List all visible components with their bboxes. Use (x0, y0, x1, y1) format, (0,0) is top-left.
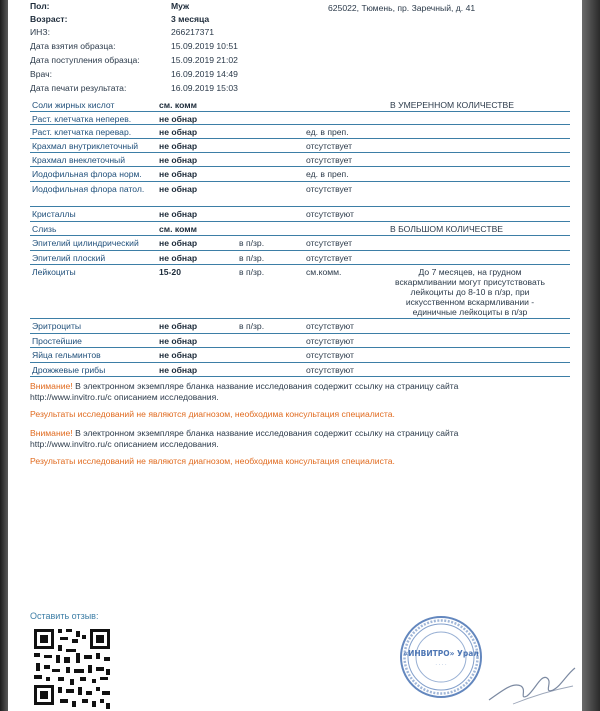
test-reference: отсутствует (306, 238, 353, 248)
page-shadow-left (0, 0, 8, 711)
test-value: не обнар (159, 365, 198, 375)
test-value: не обнар (159, 350, 198, 360)
test-name[interactable]: Кристаллы (32, 209, 76, 219)
test-value: не обнар (159, 184, 198, 194)
test-value: не обнар (159, 209, 198, 219)
page-shadow-right (582, 0, 600, 711)
age-value: 3 месяца (171, 14, 210, 24)
table-row (30, 363, 570, 377)
test-value: не обнар (159, 169, 198, 179)
age-label: Возраст: (30, 14, 68, 24)
test-reference: отсутствуют (306, 350, 354, 360)
stamp-icon (398, 614, 484, 700)
test-name[interactable]: Раст. клетчатка перевар. (32, 127, 132, 137)
table-row (30, 334, 570, 348)
test-reference: отсутствует (306, 155, 353, 165)
table-row (30, 236, 570, 251)
print-date-value: 16.09.2019 15:03 (171, 83, 238, 93)
test-value: не обнар (159, 114, 198, 124)
test-value: 15-20 (159, 267, 181, 277)
disclaimer-1: Результаты исследований не являются диагнозом, необходима консультация специалиста. (30, 409, 395, 419)
test-name[interactable]: Эритроциты (32, 321, 82, 331)
table-row (30, 98, 570, 112)
table-row (30, 125, 570, 139)
test-unit: в п/зр. (239, 238, 265, 248)
test-comment: В БОЛЬШОМ КОЛИЧЕСТВЕ (390, 224, 504, 234)
table-row (30, 182, 570, 207)
test-name[interactable]: Иодофильная флора норм. (32, 169, 142, 179)
svg-text:· · · ·: · · · · (435, 662, 447, 668)
table-row (30, 222, 570, 236)
test-reference: отсутствуют (306, 365, 354, 375)
test-value: см. комм (159, 100, 197, 110)
test-value: не обнар (159, 321, 198, 331)
test-reference: отсутствуют (306, 209, 354, 219)
test-unit: в п/зр. (239, 267, 265, 277)
table-row (30, 139, 570, 153)
test-reference: отсутствуют (306, 321, 354, 331)
table-row (30, 207, 570, 222)
disclaimer-2: Результаты исследований не являются диагнозом, необходима консультация специалиста. (30, 456, 395, 466)
table-row (30, 265, 570, 319)
test-name[interactable]: Иодофильная флора патол. (32, 184, 145, 194)
test-name[interactable]: Соли жирных кислот (32, 100, 115, 110)
test-name[interactable]: Дрожжевые грибы (32, 365, 106, 375)
test-name[interactable]: Крахмал внеклеточный (32, 155, 126, 165)
table-row (30, 348, 570, 363)
attention-label: Внимание! (30, 381, 73, 391)
sex-value: Муж (171, 1, 190, 11)
test-reference: см.комм. (306, 267, 342, 277)
test-reference: отсутствует (306, 253, 353, 263)
test-reference: ед. в преп. (306, 127, 349, 137)
sample-taken-value: 15.09.2019 10:51 (171, 41, 238, 51)
lab-report-page (8, 0, 582, 711)
signature-icon (483, 660, 578, 708)
doctor-value: 16.09.2019 14:49 (171, 69, 238, 79)
test-name[interactable]: Лейкоциты (32, 267, 76, 277)
test-reference: отсутствуют (306, 336, 354, 346)
test-value: не обнар (159, 336, 198, 346)
test-reference: ед. в преп. (306, 169, 349, 179)
test-name[interactable]: Эпителий плоский (32, 253, 106, 263)
print-date-label: Дата печати результата: (30, 83, 127, 93)
stamp-text: «ИНВИТРО» Урал (403, 649, 479, 658)
test-name[interactable]: Слизь (32, 224, 57, 234)
test-name[interactable]: Раст. клетчатка неперев. (32, 114, 132, 124)
test-reference: отсутствует (306, 184, 353, 194)
attention-text: В электронном экземпляре бланка название исследования содержит ссылку на страницу сайта (72, 428, 459, 438)
table-row (30, 153, 570, 167)
table-row (30, 112, 570, 125)
lab-address: 625022, Тюмень, пр. Заречный, д. 41 (328, 3, 476, 13)
test-value: не обнар (159, 155, 198, 165)
test-value: не обнар (159, 253, 198, 263)
test-name[interactable]: Эпителий цилиндрический (32, 238, 139, 248)
doctor-label: Врач: (30, 69, 52, 79)
test-name[interactable]: Крахмал внутриклеточный (32, 141, 139, 151)
test-name[interactable]: Яйца гельминтов (32, 350, 101, 360)
feedback-label: Оставить отзыв: (30, 611, 99, 621)
attention-note-2 (30, 428, 550, 450)
test-value: не обнар (159, 141, 198, 151)
attention-note-1 (30, 381, 550, 403)
invitro-link[interactable]: http://www.invitro.ru/с описанием исследования. (30, 392, 219, 402)
sex-label: Пол: (30, 1, 50, 11)
test-reference: отсутствует (306, 141, 353, 151)
qr-code-icon[interactable] (32, 625, 112, 711)
test-unit: в п/зр. (239, 321, 265, 331)
test-unit: в п/зр. (239, 253, 265, 263)
test-value: см. комм (159, 224, 197, 234)
inz-value: 266217371 (171, 27, 215, 37)
test-value: не обнар (159, 238, 198, 248)
table-row (30, 251, 570, 265)
test-comment: До 7 месяцев, на грудном вскармливании могут присутствовать лейкоциты до 8-10 в п/зр, при искусственном вскармливании - единичные лейкоциты в п/зр (394, 267, 546, 317)
table-row (30, 319, 570, 334)
inz-label: ИНЗ: (30, 27, 50, 37)
sample-taken-label: Дата взятия образца: (30, 41, 116, 51)
attention-label: Внимание! (30, 428, 73, 438)
attention-text: В электронном экземпляре бланка название исследования содержит ссылку на страницу сайта (72, 381, 459, 391)
test-value: не обнар (159, 127, 198, 137)
table-row (30, 167, 570, 182)
sample-received-value: 15.09.2019 21:02 (171, 55, 238, 65)
test-name[interactable]: Простейшие (32, 336, 82, 346)
sample-received-label: Дата поступления образца: (30, 55, 140, 65)
test-comment: В УМЕРЕННОМ КОЛИЧЕСТВЕ (390, 100, 514, 110)
invitro-link[interactable]: http://www.invitro.ru/с описанием исследования. (30, 439, 219, 449)
